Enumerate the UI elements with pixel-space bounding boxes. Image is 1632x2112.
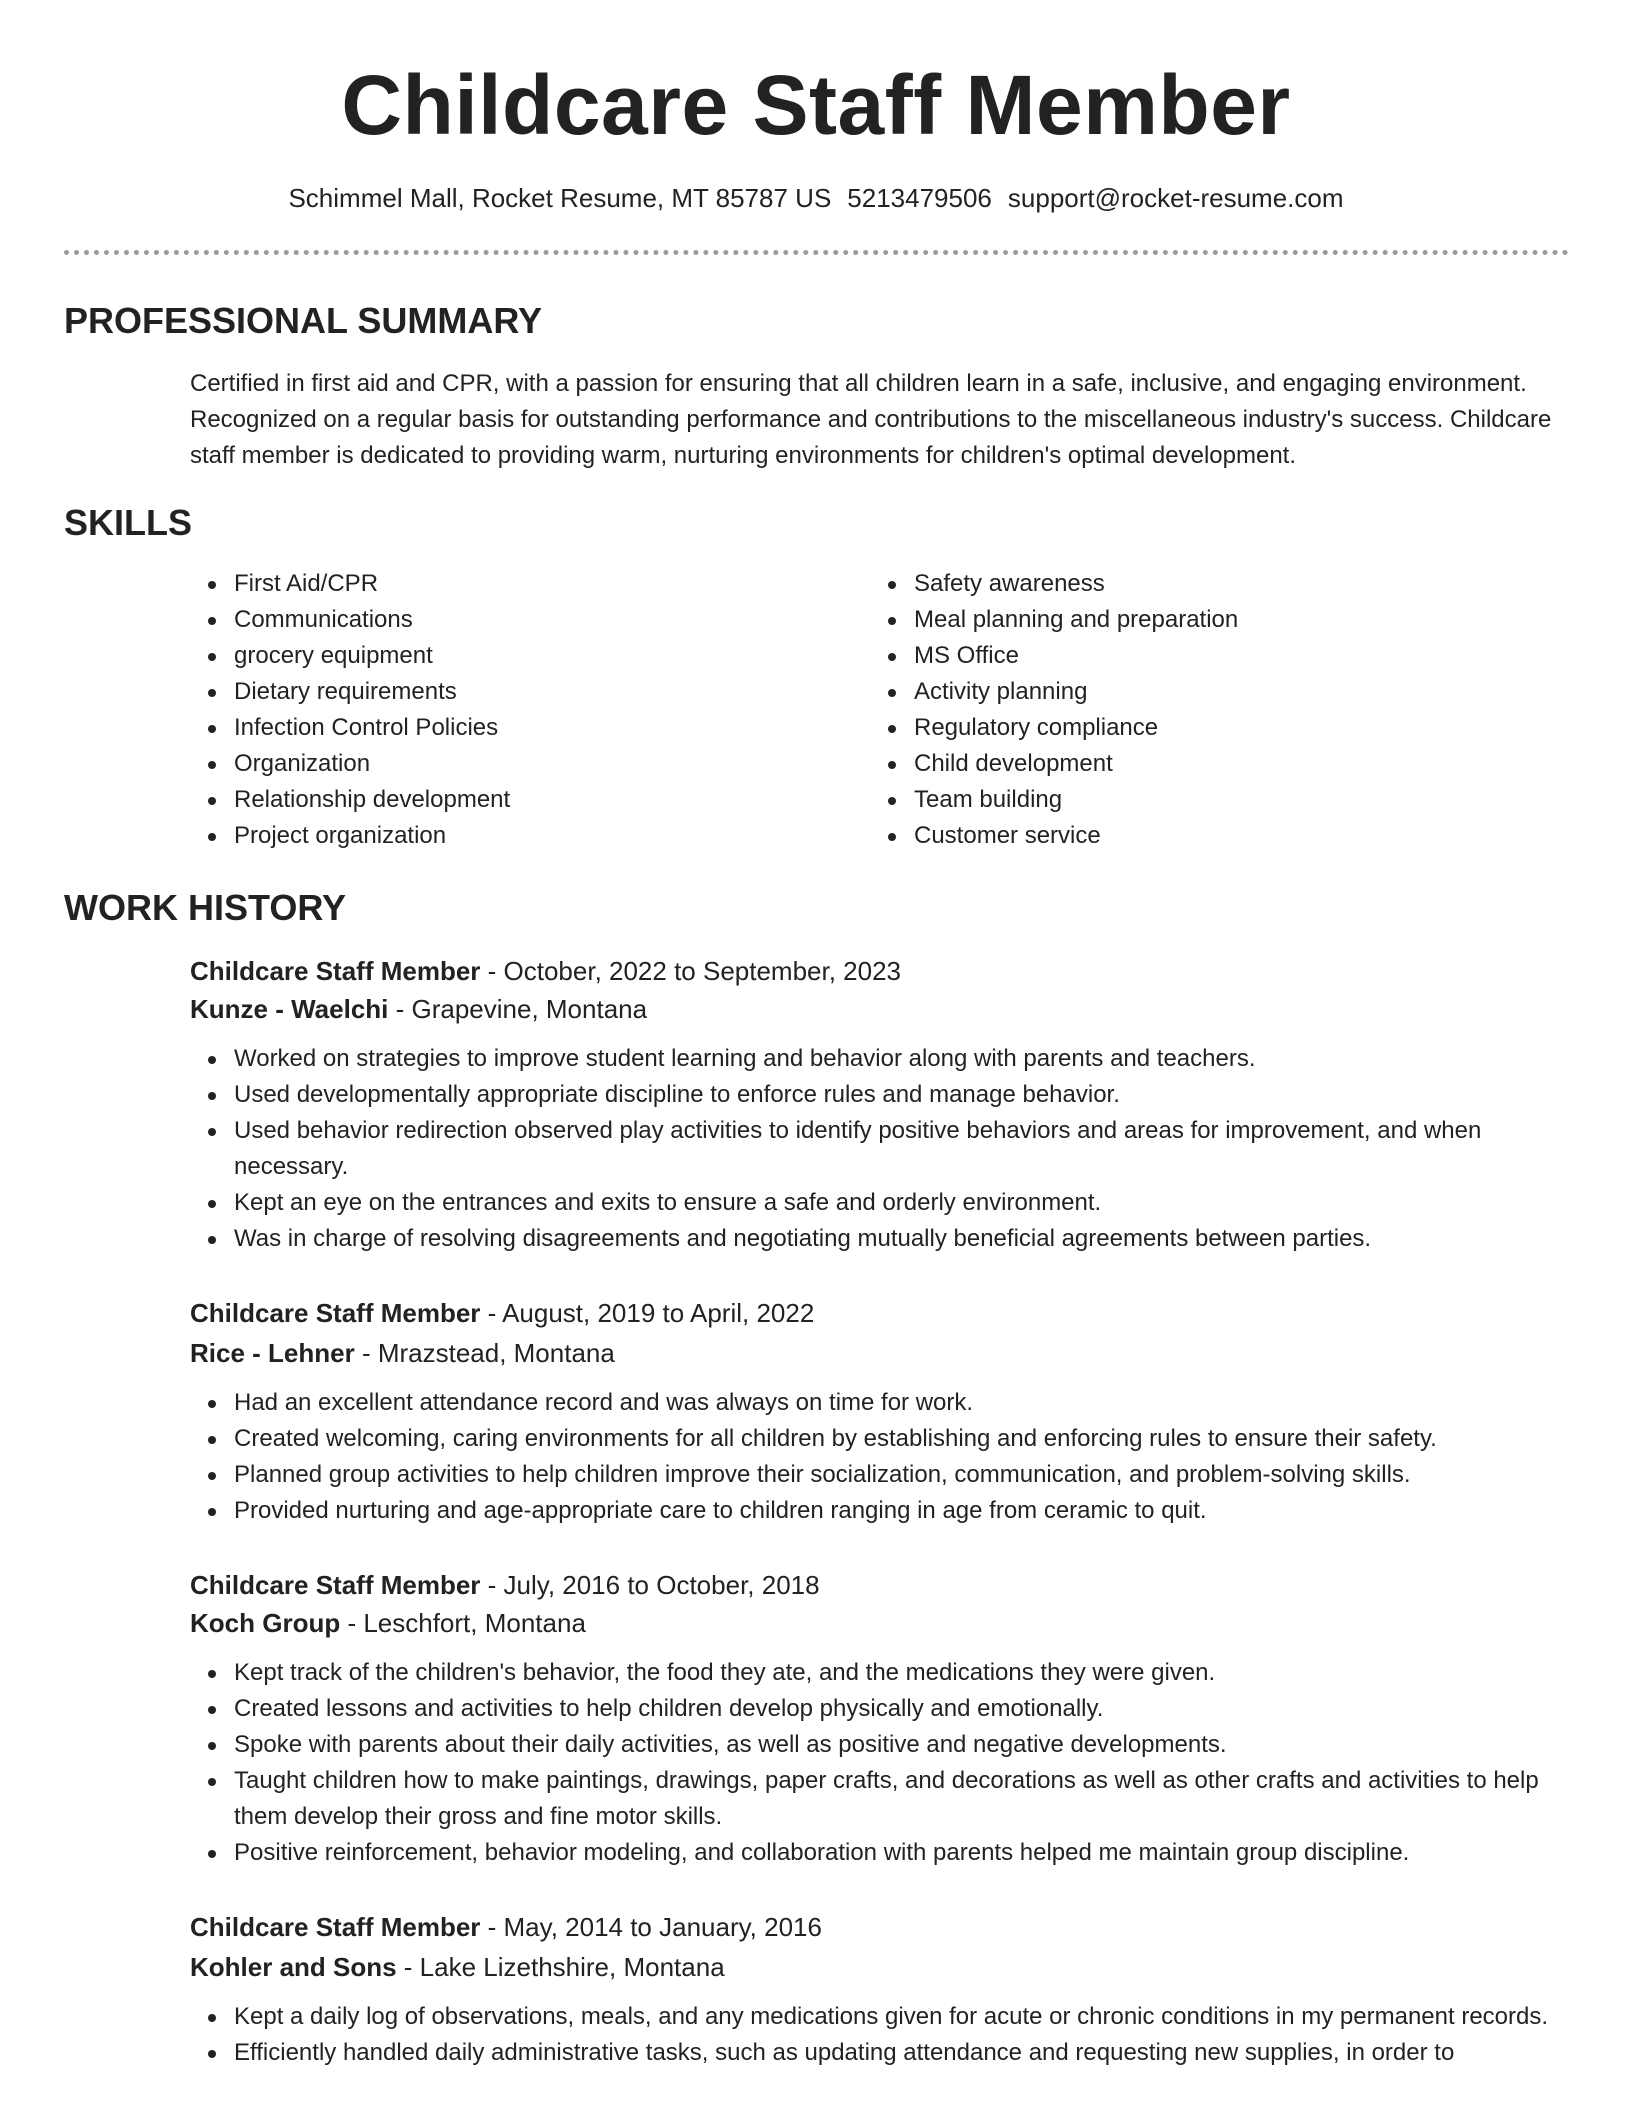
skill-item: Meal planning and preparation bbox=[870, 602, 1510, 638]
duty-item: Provided nurturing and age-appropriate care to children ranging in age from ceramic to quit. bbox=[190, 1493, 1550, 1529]
header-divider bbox=[64, 250, 1569, 255]
duty-item: Worked on strategies to improve student learning and behavior along with parents and teachers. bbox=[190, 1041, 1550, 1077]
job-title-line bbox=[190, 1567, 1580, 1603]
job-title: Childcare Staff Member bbox=[190, 956, 481, 986]
duty-item: Kept track of the children's behavior, the food they ate, and the medications they were given. bbox=[190, 1655, 1550, 1691]
duty-item: Efficiently handled daily administrative tasks, such as updating attendance and requesting new supplies, in order to bbox=[190, 2035, 1550, 2071]
job-dates: - May, 2014 to January, 2016 bbox=[480, 1912, 822, 1942]
job-entry bbox=[190, 1295, 1580, 1529]
employer-location: - Lake Lizethshire, Montana bbox=[396, 1952, 725, 1982]
job-dates: - July, 2016 to October, 2018 bbox=[480, 1570, 820, 1600]
duty-item: Taught children how to make paintings, drawings, paper crafts, and decorations as well as other crafts and activities to help them develop their gross and fine motor skills. bbox=[190, 1763, 1550, 1835]
skill-item: Safety awareness bbox=[870, 566, 1510, 602]
skill-item: Communications bbox=[190, 602, 830, 638]
duty-item: Kept a daily log of observations, meals, and any medications given for acute or chronic conditions in my permanent records. bbox=[190, 1999, 1550, 2035]
skill-item: Customer service bbox=[870, 818, 1510, 854]
employer-name: Kohler and Sons bbox=[190, 1952, 397, 1982]
summary-heading: PROFESSIONAL SUMMARY bbox=[64, 300, 543, 341]
skill-item: grocery equipment bbox=[190, 638, 830, 674]
job-entry bbox=[190, 1567, 1580, 1871]
job-duties bbox=[190, 1999, 1550, 2071]
skill-item: Activity planning bbox=[870, 674, 1510, 710]
skill-item: Infection Control Policies bbox=[190, 710, 830, 746]
phone: 5213479506 bbox=[847, 183, 992, 213]
job-title: Childcare Staff Member bbox=[190, 1298, 481, 1328]
contact-line bbox=[0, 180, 1632, 216]
skills-list-left bbox=[190, 566, 830, 854]
address: Schimmel Mall, Rocket Resume, MT 85787 US bbox=[288, 183, 832, 213]
duty-item: Used behavior redirection observed play activities to identify positive behaviors and areas for improvement, and when necessary. bbox=[190, 1113, 1550, 1185]
job-title-line bbox=[190, 953, 1580, 989]
skills-list-right bbox=[870, 566, 1510, 854]
job-duties bbox=[190, 1385, 1550, 1529]
work-history-heading: WORK HISTORY bbox=[64, 887, 347, 928]
job-duties bbox=[190, 1655, 1550, 1871]
employer-line bbox=[190, 991, 1580, 1027]
job-dates: - October, 2022 to September, 2023 bbox=[480, 956, 902, 986]
candidate-name: Childcare Staff Member bbox=[341, 58, 1291, 152]
employer-name: Koch Group bbox=[190, 1608, 341, 1638]
duty-item: Positive reinforcement, behavior modeling, and collaboration with parents helped me maintain group discipline. bbox=[190, 1835, 1550, 1871]
job-dates: - August, 2019 to April, 2022 bbox=[480, 1298, 815, 1328]
duty-item: Was in charge of resolving disagreements and negotiating mutually beneficial agreements between parties. bbox=[190, 1221, 1550, 1257]
duty-item: Used developmentally appropriate discipline to enforce rules and manage behavior. bbox=[190, 1077, 1550, 1113]
duty-item: Had an excellent attendance record and was always on time for work. bbox=[190, 1385, 1550, 1421]
employer-line bbox=[190, 1335, 1580, 1371]
skill-item: MS Office bbox=[870, 638, 1510, 674]
employer-name: Kunze - Waelchi bbox=[190, 994, 389, 1024]
skill-item: Team building bbox=[870, 782, 1510, 818]
skill-item: Regulatory compliance bbox=[870, 710, 1510, 746]
duty-item: Kept an eye on the entrances and exits to ensure a safe and orderly environment. bbox=[190, 1185, 1550, 1221]
skills-heading: SKILLS bbox=[64, 502, 193, 543]
skill-item: Organization bbox=[190, 746, 830, 782]
skill-item: Dietary requirements bbox=[190, 674, 830, 710]
employer-name: Rice - Lehner bbox=[190, 1338, 355, 1368]
skill-item: Project organization bbox=[190, 818, 830, 854]
duty-item: Planned group activities to help children improve their socialization, communication, and problem-solving skills. bbox=[190, 1457, 1550, 1493]
skill-item: First Aid/CPR bbox=[190, 566, 830, 602]
skill-item: Relationship development bbox=[190, 782, 830, 818]
employer-line bbox=[190, 1949, 1580, 1985]
employer-location: - Grapevine, Montana bbox=[388, 994, 648, 1024]
summary-text: Certified in first aid and CPR, with a passion for ensuring that all children learn in a safe, inclusive, and engaging environment. Recognized on a regular basis for outstanding performance and contributions to the miscellaneous industry's success. Childcare staff member is dedicated to providing warm, nurturing environments for children's optimal development. bbox=[190, 370, 1552, 469]
duty-item: Created lessons and activities to help children develop physically and emotionally. bbox=[190, 1691, 1550, 1727]
employer-line bbox=[190, 1605, 1580, 1641]
job-title-line bbox=[190, 1909, 1580, 1945]
skill-item: Child development bbox=[870, 746, 1510, 782]
employer-location: - Leschfort, Montana bbox=[340, 1608, 586, 1638]
job-entry bbox=[190, 953, 1580, 1257]
email: support@rocket-resume.com bbox=[1007, 183, 1344, 213]
employer-location: - Mrazstead, Montana bbox=[354, 1338, 615, 1368]
job-title: Childcare Staff Member bbox=[190, 1912, 481, 1942]
job-entry bbox=[190, 1909, 1580, 2071]
job-title-line bbox=[190, 1295, 1580, 1331]
job-title: Childcare Staff Member bbox=[190, 1570, 481, 1600]
duty-item: Spoke with parents about their daily activities, as well as positive and negative developments. bbox=[190, 1727, 1550, 1763]
duty-item: Created welcoming, caring environments for all children by establishing and enforcing rules to ensure their safety. bbox=[190, 1421, 1550, 1457]
job-duties bbox=[190, 1041, 1550, 1257]
